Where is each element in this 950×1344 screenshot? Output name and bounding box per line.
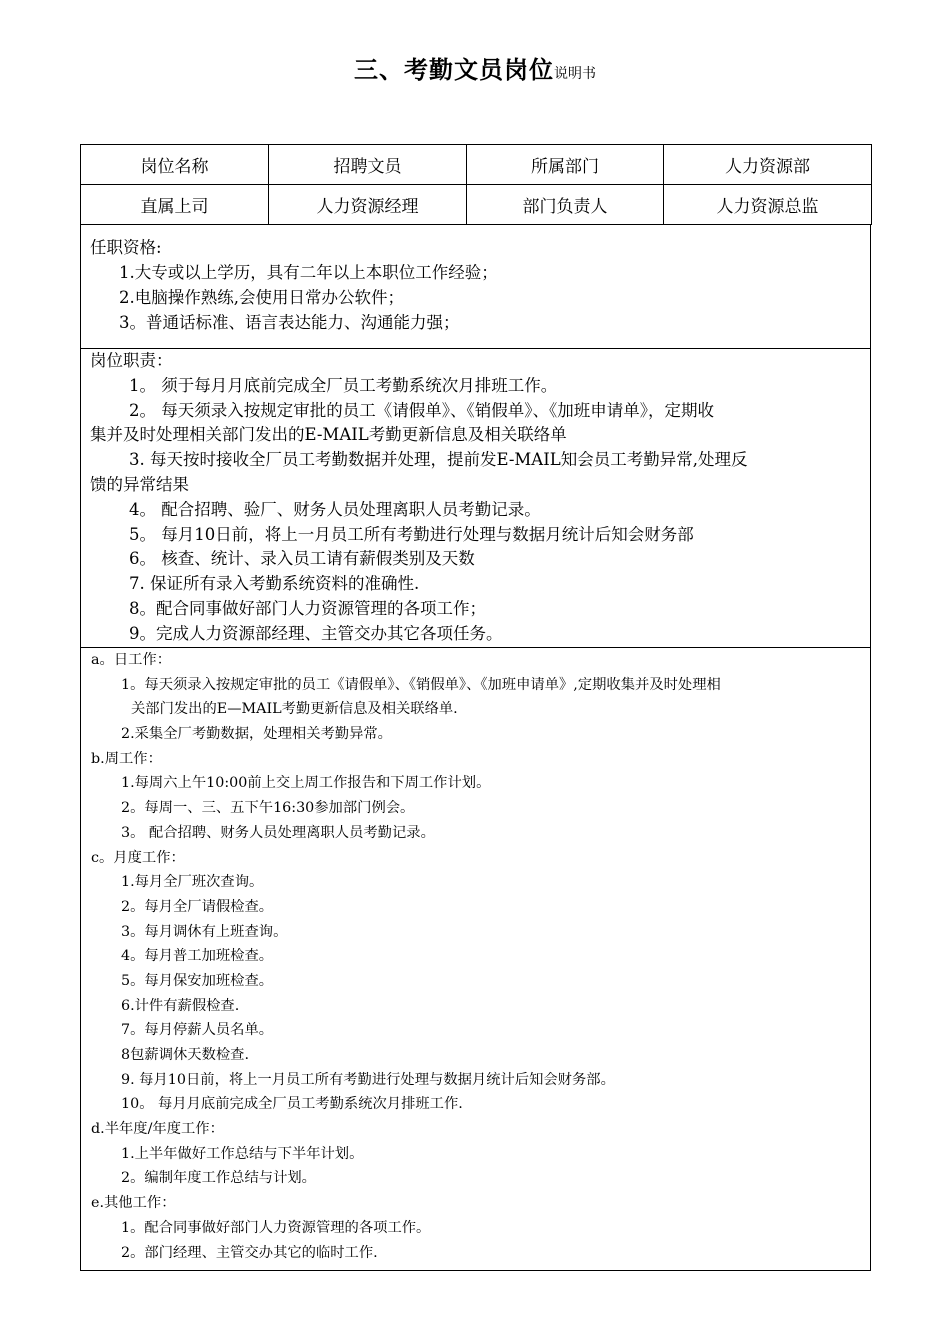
duty-line: 集并及时处理相关部门发出的E-MAIL考勤更新信息及相关联络单 — [90, 425, 567, 445]
daily-work-item: 1。每天须录入按规定审批的员工《请假单》、《销假单》、《加班申请单》,定期收集并及时处理相 — [121, 676, 721, 693]
half-year-work-heading: d.半年度/年度工作： — [91, 1121, 224, 1138]
daily-work-item: 关部门发出的E—MAIL考勤更新信息及相关联络单. — [131, 701, 458, 718]
label-position-name: 岗位名称 — [81, 145, 269, 185]
monthly-work-item: 3。每月调休有上班查询。 — [121, 923, 288, 940]
label-department: 所属部门 — [467, 145, 664, 185]
other-work-heading: e.其他工作： — [91, 1195, 176, 1212]
monthly-work-item: 10。 每月月底前完成全厂员工考勤系统次月排班工作. — [121, 1096, 463, 1113]
duty-line: 3. 每天按时接收全厂员工考勤数据并处理，提前发E-MAIL知会员工考勤异常,处理反 — [129, 450, 748, 470]
duty-line: 1。 须于每月月底前完成全厂员工考勤系统次月排班工作。 — [129, 375, 558, 395]
daily-work-item: 2.采集全厂考勤数据，处理相关考勤异常。 — [121, 726, 392, 743]
title-main: 三、考勤文员岗位 — [354, 56, 554, 84]
page-title — [0, 52, 950, 92]
value-dept-head: 人力资源总监 — [664, 185, 872, 225]
table-row — [81, 185, 872, 225]
other-work-item: 1。配合同事做好部门人力资源管理的各项工作。 — [121, 1219, 431, 1236]
monthly-work-item: 4。每月普工加班检查。 — [121, 948, 274, 965]
duty-line: 7. 保证所有录入考勤系统资料的准确性. — [129, 574, 420, 594]
weekly-work-heading: b.周工作： — [91, 750, 162, 767]
monthly-work-heading: c。月度工作： — [91, 849, 185, 866]
work-section — [80, 648, 871, 1271]
monthly-work-item: 7。每月停薪人员名单。 — [121, 1022, 274, 1039]
monthly-work-item: 6.计件有薪假检查. — [121, 997, 240, 1014]
label-direct-supervisor: 直属上司 — [81, 185, 269, 225]
monthly-work-item: 2。每月全厂请假检查。 — [121, 898, 274, 915]
table-row — [81, 145, 872, 185]
duties-heading: 岗位职责： — [90, 351, 173, 370]
half-year-work-item: 2。编制年度工作总结与计划。 — [121, 1170, 316, 1187]
value-position-name: 招聘文员 — [269, 145, 467, 185]
weekly-work-item: 2。每周一、三、五下午16:30参加部门例会。 — [121, 800, 415, 817]
monthly-work-item: 1.每月全厂班次查询。 — [121, 874, 264, 891]
duties-section — [80, 349, 871, 648]
qualifications-heading: 任职资格: — [90, 238, 162, 257]
qualification-item: 3。普通话标准、语言表达能力、沟通能力强； — [119, 313, 460, 332]
value-department: 人力资源部 — [664, 145, 872, 185]
other-work-item: 2。部门经理、主管交办其它的临时工作. — [121, 1244, 378, 1261]
qualification-item: 2.电脑操作熟练,会使用日常办公软件； — [119, 288, 404, 307]
duty-line: 8。配合同事做好部门人力资源管理的各项工作； — [129, 598, 486, 618]
duty-line: 6。 核查、统计、录入员工请有薪假类别及天数 — [129, 549, 475, 569]
value-direct-supervisor: 人力资源经理 — [269, 185, 467, 225]
qualifications-section — [80, 225, 871, 349]
duty-line: 5。 每月10日前，将上一月员工所有考勤进行处理与数据月统计后知会财务部 — [129, 524, 694, 544]
position-info-table — [80, 144, 872, 225]
title-suffix: 说明书 — [554, 66, 596, 82]
half-year-work-item: 1.上半年做好工作总结与下半年计划。 — [121, 1145, 364, 1162]
monthly-work-item: 9. 每月10日前，将上一月员工所有考勤进行处理与数据月统计后知会财务部。 — [121, 1071, 615, 1088]
duty-line: 4。 配合招聘、验厂、财务人员处理离职人员考勤记录。 — [129, 499, 541, 519]
duty-line: 馈的异常结果 — [90, 474, 189, 494]
weekly-work-item: 3。 配合招聘、财务人员处理离职人员考勤记录。 — [121, 824, 435, 841]
daily-work-heading: a。日工作： — [91, 652, 172, 668]
qualification-item: 1.大专或以上学历，具有二年以上本职位工作经验； — [119, 263, 498, 282]
duty-line: 9。完成人力资源部经理、主管交办其它各项任务。 — [129, 623, 503, 643]
monthly-work-item: 5。每月保安加班检查。 — [121, 972, 274, 989]
label-dept-head: 部门负责人 — [467, 185, 664, 225]
duty-line: 2。 每天须录入按规定审批的员工《请假单》、《销假单》、《加班申请单》，定期收 — [129, 400, 714, 420]
monthly-work-item: 8包薪调休天数检查. — [121, 1047, 250, 1063]
weekly-work-item: 1.每周六上午10:00前上交上周工作报告和下周工作计划。 — [121, 775, 491, 792]
